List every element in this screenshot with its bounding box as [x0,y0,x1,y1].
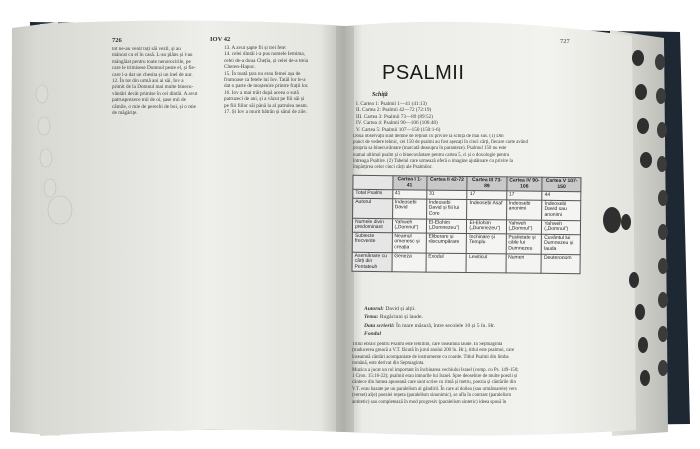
text-line: V.T. erau bazate pe un paralelism al gândirii. În care al doilea (sau următoarele) vers [352,386,517,392]
text-line: 13. A avut șapte fii și trei fete: [224,45,287,51]
table-cell: 17 [506,191,542,200]
table-row-label: Numele divin predominant [352,218,392,233]
table-cell: El-Elohim („Dumnezeu”) [467,219,506,234]
text-line: 15. În toată țara nu erau femei așa de [224,70,301,77]
meta-label: Autorul: [364,306,384,312]
text-line: 17. Și Iov a murit bătrân și sătul de zile. [224,109,307,116]
outline-item: V. Cartea 5: Psalmii 107—150 (150:1-6) [356,126,441,133]
table-cell: Îndeosebi anonimi [506,200,542,220]
table-cell: Exodul [426,253,467,273]
text-line: (traducerea greacă a V.T. făcută în jurul anului 200 în. Hr.), titlul este psalmoi, care [352,348,515,354]
table-cell: Geneza [392,252,426,272]
table-cell: Îndeosebi David și fiii lui Core [426,199,467,219]
left-running-head: IOV 42 [210,36,231,43]
table-cell: Îndeosebi Asaf [467,199,506,219]
table-cell: Yahweh („Domnul”) [392,218,426,233]
text-line: antitetic) sau completează în mod progresiv (paralelism sintetic) ideea spusă în [352,399,507,405]
text-line: dat o parte de moștenire printre frații lor. [224,83,309,90]
table-cell: Yahweh („Domnul”) [542,220,581,235]
meta-date [364,322,604,330]
outline-item: IV. Cartea 4: Psalmii 90—106 (106:48) [356,120,438,127]
text-line: celei de-a doua Chețîa, și celei de-a treia [224,57,309,64]
outline-list [356,101,586,133]
text-line: 16. Iov a mai trăit după aceea o sută [224,89,299,96]
meta-label: Tema: [364,314,379,321]
left-page-column-1 [112,46,222,116]
left-page-number: 726 [112,37,122,44]
text-line: patrusprezece mii de oi, șase mii de [112,97,186,104]
right-page-number: 727 [560,38,570,45]
text-line: (verset) al(e) poeziei repeta (paralelism sinonimic), se afla în contrast (paralelism [352,393,512,399]
table-row-label: Total Psalmi [353,189,393,198]
left-page-column-2 [224,45,332,115]
meta-author [364,305,604,313]
background-heading: Fondul [364,331,382,338]
text-line: Muzica a jucat un rol important în închinarea vechiului Israel (comp. cu Ps. 149-150; [352,367,519,373]
text-line: primit de la Domnul mai multe binecu- [112,84,194,91]
book-title: PSALMII [382,62,465,84]
text-line: întreaga Psaltire. (2) Tabelul care urmează oferă o imagine ajutătoare cu privire la [353,158,513,164]
table-row [353,198,581,220]
text-line: tot ne-au venit toți săi vezil, și au [112,46,181,52]
meta-value: Rugăciuni și laude. [379,314,423,321]
text-line: înseamnă cântări acompaniate de instrumente cu coarde. Titlul Psalmi din limba [352,354,509,360]
table-cell: Eliberare și răscumpărare [426,233,467,253]
table-cell: Yahweh („Domnul”) [506,219,542,234]
table-cell: Pustietate și căile lui Dumnezeu [506,234,542,254]
table-cell: Cuvântul lui Dumnezeu și lauda [542,234,581,254]
text-line: numai ultimul psalm și o binecuvântare pentru cartea 5, ci și o doxologie pentru [353,152,510,158]
table-header-cell: Cartea I 1-41 [392,176,426,191]
text-line: cămile, o mie de perechi de boi, și o mie [112,103,196,110]
text-line: 1 Cron. 15:16-22); psalmii erau imnurile lui Israel. Spre deosebire de multe poezii și [352,374,518,380]
table-cell: Numeri [506,253,542,273]
table-row-label: Subiecte frecvente [352,232,392,252]
table-cell: 41 [392,190,426,199]
text-line: care i-a dat un chesita și un inel de aur. [112,71,193,78]
text-line: frumoase ca fetele lui Iov. Tatăl lor le-a [224,77,306,84]
table-cell: Leviticul [466,253,505,273]
outline-item: III. Cartea 3: Psalmii 73—89 (89:52) [356,113,433,120]
meta-label: Data scrierii: [364,322,395,329]
table-header-cell [353,175,393,190]
text-line: propria sa binecuvântare (marcată deasupra în paranteze). Psalmul 150 nu este [353,146,507,152]
table-row-label: Asemănare cu cărți din Pentateuh [352,252,392,272]
text-line: patruzeci de ani, și a văzut pe fiii săi și [224,96,305,103]
table-row-label: Autorul [353,198,393,218]
outline-item: II. Cartea 2: Psalmii 42—72 (72:19) [356,107,432,114]
text-line: punct de vedere tehnic, cei 150 de psalmi au fost așezați în cinci cărți, fiecare carte având [353,140,528,146]
table-cell: Neamul omenesc și creația [392,232,426,252]
meta-value: David și alții. [385,306,416,312]
text-line: Titlul ebraic pentru Psalmi este tehillim, care înseamnă laude. În Septuaginta [352,342,503,347]
text-line: Cheren-Hapuc. [224,64,256,71]
text-line: mâncat cu el în casă. L-au plâns și l-au [112,52,193,59]
book-metadata [364,305,604,339]
text-line: 14. celei dintâi i-a pus numele Iemima, [224,51,305,58]
text-line: Două observații sunt demne de reținut cu privire la schița de mai sus. (1) Din [353,134,504,139]
intro-paragraph [353,134,608,171]
text-line: mângâiat pentru toate nenorocirile, pe [112,58,191,65]
table-row [352,252,580,274]
table-cell: Închinare și Templu [467,233,506,253]
table-cell: 44 [542,191,581,200]
table-header-cell: Cartea III 73-89 [467,177,506,192]
table-cell: Deuteronom [541,254,580,274]
table-cell: Îndeosebi David sau anonimi [542,200,581,220]
table-cell: El-Elohim („Dumnezeu”) [426,219,467,234]
text-line: cântece din lumea apuseană care sunt scrise cu rimă și metru, poezia și cântările din [352,380,516,386]
table-cell: 31 [426,190,467,199]
table-header-cell: Cartea IV 90-106 [506,177,542,192]
text-line: 12. În tot din urmă ani ai săi, Iov a [112,78,184,85]
text-line: împărțirea celor cinci cărți ale Psalmilor. [353,165,433,171]
psalms-books-table [351,175,581,275]
text-line: pe fiii fiilor săi până la al patrulea neam. [224,102,308,109]
table-header-cell: Cartea II 42-72 [426,176,467,191]
meta-theme [364,313,604,321]
outline-item: I. Cartea 1: Psalmii 1—41 (41:13) [356,101,427,107]
text-line: de măgărițe. [112,110,138,117]
table-row [352,232,580,254]
table-cell: Îndeosebi David [392,199,426,219]
table-cell: 17 [467,191,506,200]
text-line: care le trimisese Domnul peste el, și fie- [112,65,196,72]
text-line: vântări decât primise în cei dintâi. A avut [112,90,198,97]
background-paragraph [352,342,612,406]
outline-heading: Schiță [372,92,388,98]
meta-value: În mare măsură, între secolele 10 și 5 în. Hr. [396,322,496,329]
table-header-cell: Cartea V 107-150 [542,177,581,192]
text-line: română, este derivat din Septuaginta. [352,361,425,367]
